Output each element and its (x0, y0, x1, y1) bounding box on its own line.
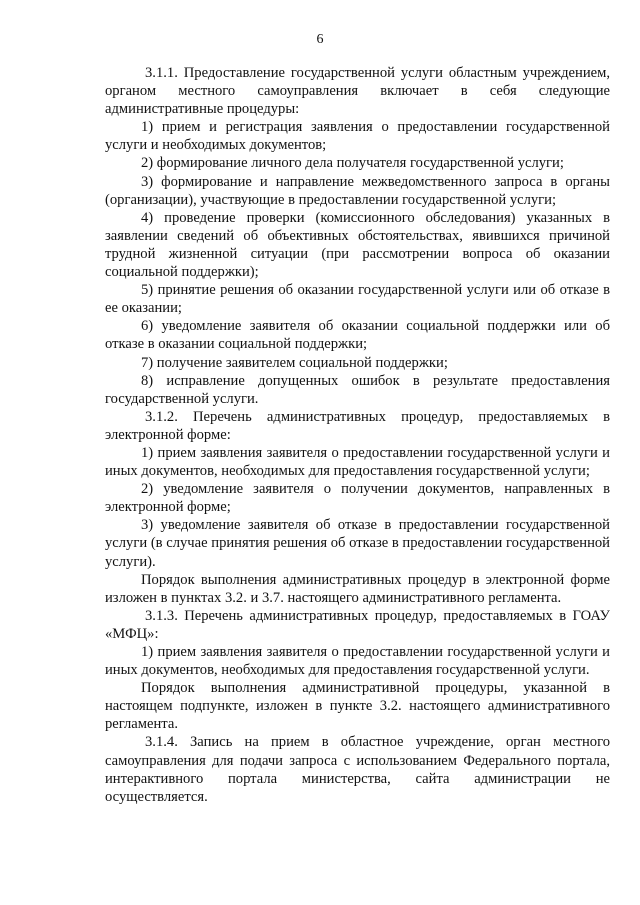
list-item-inspection: 4) проведение проверки (комиссионного обследования) указанных в заявлении сведений об объективных обстоятельствах, явившихся причиной трудной жизненной ситуации (при рассмотрении вопроса об оказании социальной поддержки); (105, 209, 610, 281)
paragraph-3-1-2: 3.1.2. Перечень административных процедур, предоставляемых в электронной форме: (105, 408, 610, 443)
list-item-notification: 6) уведомление заявителя об оказании социальной поддержки или об отказе в оказании социальной поддержки; (105, 318, 610, 353)
paragraph-3-1-1: 3.1.1. Предоставление государственной услуги областным учреждением, органом местного самоуправления включает в себя следующие административные процедуры: (105, 65, 610, 118)
list-item-receipt-support: 7) получение заявителем социальной поддержки; (141, 354, 448, 371)
list-item-decision: 5) принятие решения об оказании государственной услуги или об отказе в ее оказании; (105, 282, 610, 317)
paragraph-3-1-3: 3.1.3. Перечень административных процедур, предоставляемых в ГОАУ «МФЦ»: (105, 607, 610, 642)
document-body (105, 64, 610, 806)
paragraph-mfc-procedure-reference: Порядок выполнения административной процедуры, указанной в настоящем подпункте, изложен в пункте 3.2. настоящего административного регламента. (105, 680, 610, 733)
list-item-receipt-registration: 1) прием и регистрация заявления о предоставлении государственной услуги и необходимых документов; (105, 119, 610, 154)
paragraph-electronic-procedure-reference: Порядок выполнения административных процедур в электронной форме изложен в пунктах 3.2. и 3.7. настоящего административного регламента. (105, 571, 610, 606)
paragraph-3-1-4: 3.1.4. Запись на прием в областное учреждение, орган местного самоуправления для подачи запроса с использованием Федерального портала, интерактивного портала министерства, сайта администрации не осуществляется. (105, 734, 610, 805)
list-item-electronic-refusal-notice: 3) уведомление заявителя об отказе в предоставлении государственной услуги (в случае принятия решения об отказе в предоставлении государственной услуги). (105, 517, 610, 570)
page-number: 6 (316, 32, 324, 47)
list-item-error-correction: 8) исправление допущенных ошибок в результате предоставления государственной услуги. (105, 372, 610, 407)
list-item-personal-file: 2) формирование личного дела получателя государственной услуги; (141, 155, 564, 172)
list-item-electronic-receipt-notice: 2) уведомление заявителя о получении документов, направленных в электронной форме; (105, 481, 610, 516)
list-item-interagency-request: 3) формирование и направление межведомственного запроса в органы (организации), участвующие в предоставлении государственной услуги; (105, 173, 610, 208)
list-item-mfc-application: 1) прием заявления заявителя о предоставлении государственной услуги и иных документов, необходимых для предоставления государственной услуги. (105, 644, 610, 679)
list-item-electronic-application: 1) прием заявления заявителя о предоставлении государственной услуги и иных документов, необходимых для предоставления государственной услуги; (105, 444, 610, 480)
